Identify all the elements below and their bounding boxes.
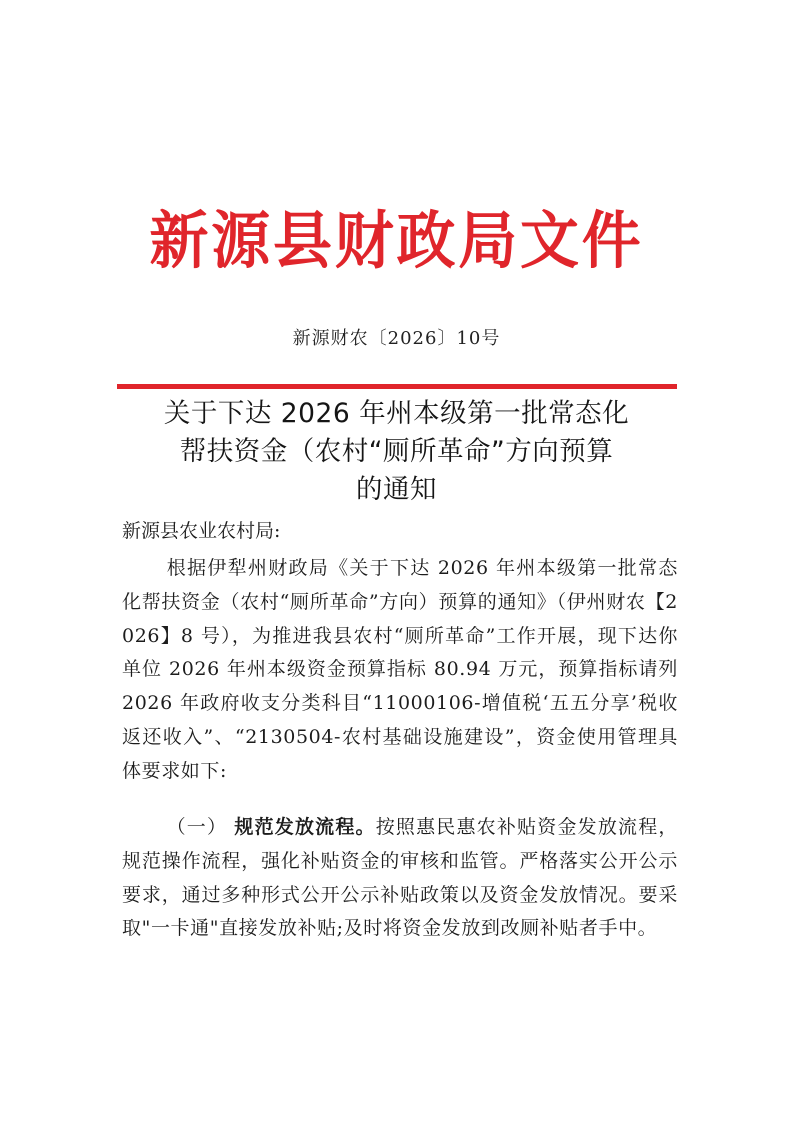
- section-1-number: （一）: [166, 816, 228, 838]
- section-1-paragraph: [122, 811, 678, 946]
- paragraph-1-text: 根据伊犁州财政局《关于下达 2026 年州本级第一批常态化帮扶资金（农村“厕所革命”方向）预算的通知》（伊州财农【2026】8 号），为推进我县农村“厕所革命”工作开展，现下达你单位 2026 年州本级资金预算指标 80.94 万元，预算指标请列 2026 年政府收支分类科目“11000106-增值税‘五五分享’税收返还收入”、“2130504-农村基础设施建设”，资金使用管理具体要求如下:: [122, 557, 678, 782]
- document-title: [100, 395, 693, 509]
- addressee: 新源县农业农村局:: [122, 520, 281, 542]
- document-number: 新源财农〔2026〕10号: [292, 328, 501, 349]
- section-1-heading: 规范发放流程。: [234, 816, 376, 838]
- body-paragraph-1: [122, 552, 678, 789]
- masthead-title: 新源县财政局文件: [149, 204, 644, 277]
- title-line-1: 关于下达 2026 年州本级第一批常态化: [163, 398, 630, 429]
- section-1-body: 按照惠民惠农补贴资金发放流程，规范操作流程，强化补贴资金的审核和监管。严格落实公开公示要求，通过多种形式公开公示补贴政策以及资金发放情况。要采取"一卡通"直接发放补贴;及时将资金发放到改厕补贴者手中。: [122, 816, 678, 940]
- red-divider-line: [117, 384, 677, 389]
- title-line-3: 的通知: [356, 474, 437, 505]
- title-line-2: 帮扶资金（农村“厕所革命”方向预算: [179, 436, 614, 467]
